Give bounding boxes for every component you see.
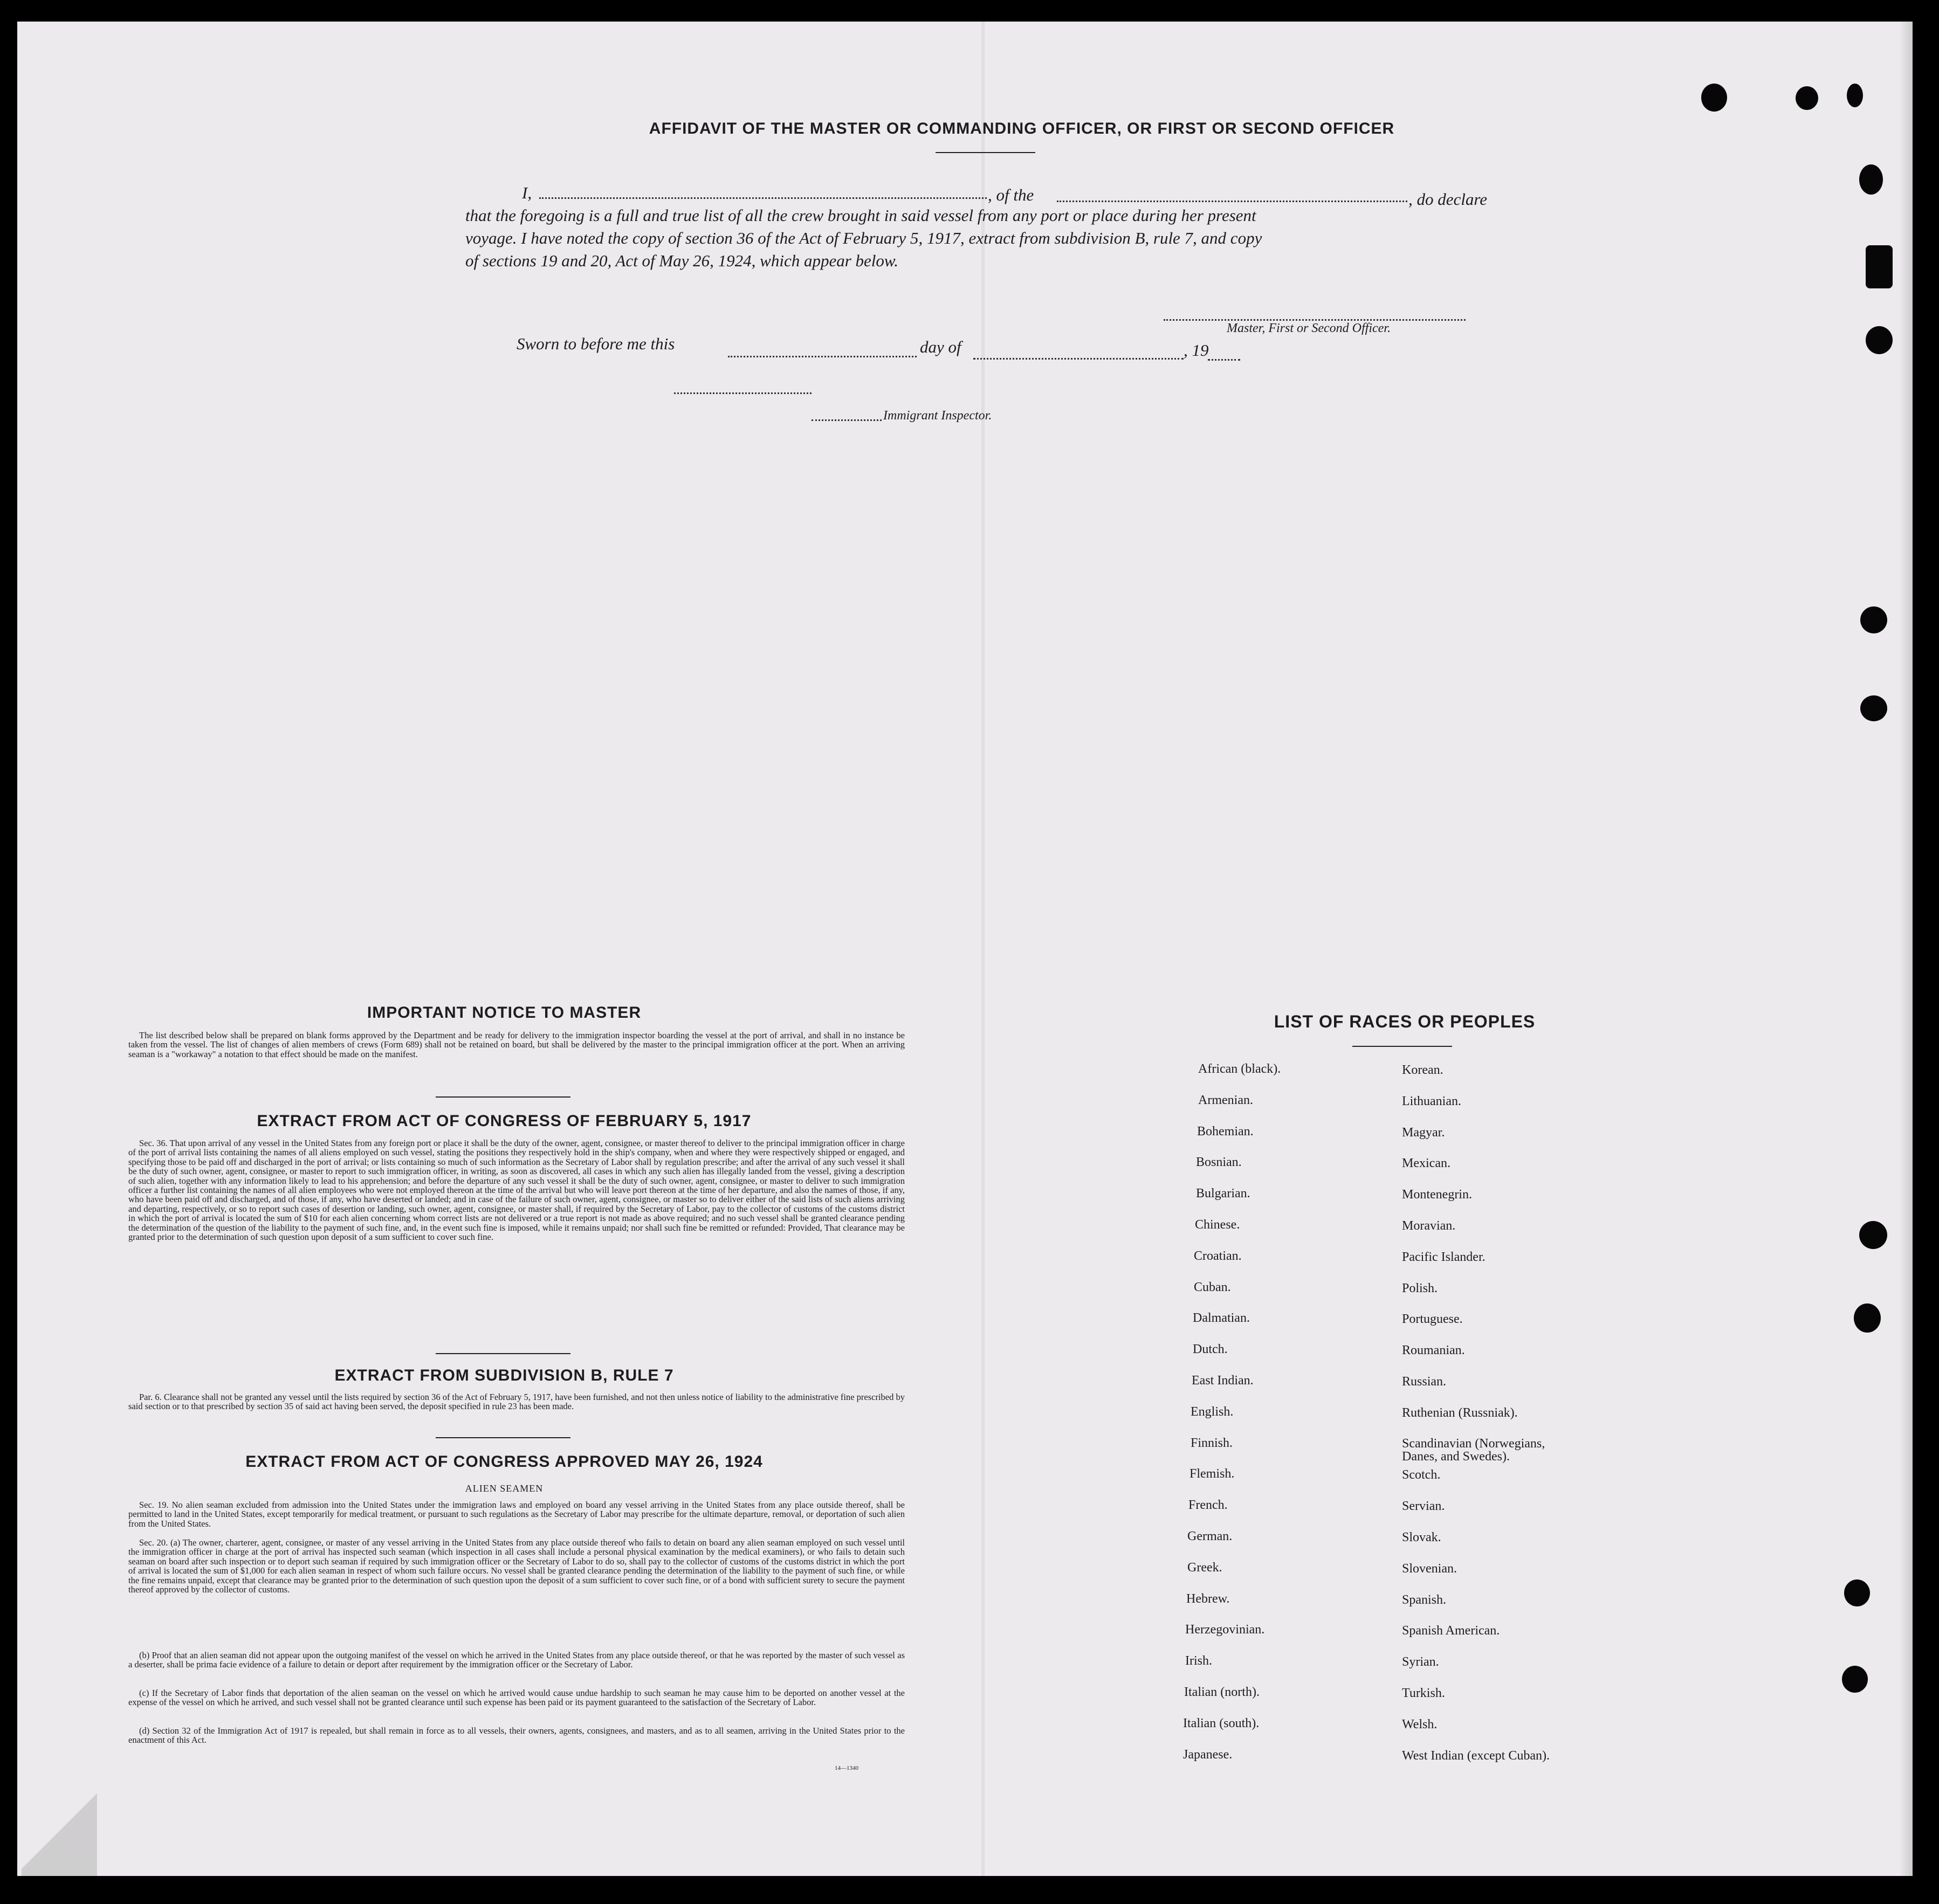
extract-1924-sec20d: (d) Section 32 of the Immigration Act of 1917 is repealed, but shall remain in force as to all vessels, their owners, agents, consignees, and masters, and as to all seamen, arriving in the United States prior to the enactment of this Act. (128, 1726, 905, 1746)
master-signature-label: Master, First or Second Officer. (1227, 321, 1391, 335)
page-edge-shadow (1899, 22, 1917, 1876)
race-item: Dutch. (1193, 1342, 1228, 1357)
binder-hole (1796, 86, 1818, 110)
race-item: Italian (south). (1183, 1716, 1260, 1730)
affidavit-line-3: of sections 19 and 20, Act of May 26, 1924, which appear below. (465, 251, 899, 270)
page-fold (981, 22, 985, 1876)
binder-hole (1847, 84, 1863, 107)
binder-hole (1866, 326, 1893, 354)
race-item: Turkish. (1402, 1686, 1445, 1700)
extract-rule7-title: EXTRACT FROM SUBDIVISION B, RULE 7 (334, 1367, 674, 1384)
extract-1917-body: Sec. 36. That upon arrival of any vessel in the United States from any foreign port or place it shall be the duty of the owner, agent, consignee, or master thereof to deliver to the principal immigration officer in charge of the port of arrival lists containing the names of all aliens employed on such vessel, stating the positions they respectively hold in the ship's company, when and where they were respectively shipped or engaged, and specifying those to be paid off and discharged in the port of arrival; or lists containing so much of such information as the Secretary of Labor shall by regulation prescribe; and after the arrival of any such vessel it shall be the duty of such owner, agent, consignee, or master to report to such immigration officer, in writing, as soon as discovered, all cases in which any such alien has illegally landed from the vessel, giving a description of such alien, together with any information likely to lead to his apprehension; and before the departure of any such vessel it shall be the duty of such owner, agent, consignee, or master to deliver to such immigration officer a further list containing the names of all alien employees who were not employed thereon at the time of the arrival but who will leave port thereon at the time of her departure, and also the names of those, if any, who have been paid off and discharged, and of those, if any, who have deserted or landed; and in case of the failure of such owner, agent, consignee, or master so to deliver either of the said lists of such aliens arriving and departing, respectively, or so to report such cases of desertion or landing, such owner, agent, consignee, or master shall, if required by the Secretary of Labor, pay to the collector of customs of the customs district in which the port of arrival is located the sum of $10 for each alien concerning whom correct lists are not delivered or a true report is not made as above required; and no such vessel shall be granted clearance pending the determination of the question of the liability to the payment of such fine, and, in the event such fine is imposed, while it remains unpaid; nor shall such fine be remitted or refunded: Provided, That clearance may be granted prior to the determination of such question upon deposit of a sum sufficient to cover such fine. (128, 1138, 905, 1243)
extract-1924-title: EXTRACT FROM ACT OF CONGRESS APPROVED MAY 26, 1924 (245, 1453, 763, 1471)
sworn-label: Sworn to before me this (517, 334, 675, 353)
race-item: Slovak. (1402, 1530, 1441, 1544)
race-item: Korean. (1402, 1063, 1443, 1077)
race-item: Greek. (1187, 1560, 1222, 1575)
race-item: Polish. (1402, 1281, 1438, 1295)
race-item: African (black). (1198, 1062, 1281, 1076)
binder-hole (1859, 1221, 1887, 1249)
year-label: , 19 (1184, 341, 1209, 360)
race-item: Herzegovinian. (1185, 1623, 1265, 1637)
binder-hole (1844, 1579, 1870, 1606)
race-item: Montenegrin. (1402, 1188, 1472, 1202)
binder-hole (1854, 1303, 1881, 1333)
race-item: Ruthenian (Russniak). (1402, 1405, 1518, 1420)
extract-1924-subtitle: ALIEN SEAMEN (465, 1483, 544, 1494)
extract-1924-sec19: Sec. 19. No alien seaman excluded from admission into the United States under the immigration laws and employed on board any vessel arriving in the United States from any place outside thereof, shall be permitted to land in the United States, except temporarily for medical treatment, or pursuant to such regulations as the Secretary of Labor may prescribe for the ultimate departure, removal, or deportation of such alien from the United States. (128, 1500, 905, 1529)
race-item: Bulgarian. (1196, 1186, 1250, 1201)
notice-body: The list described below shall be prepared on blank forms approved by the Department and be ready for delivery to the immigration inspector boarding the vessel at the port of arrival, and shall in no instance be taken from the vessel. The list of changes of alien members of crews (Form 689) shall not be retained on board, but shall be delivered by the master to the principal immigration officer at the port. When an arriving seaman is a "workaway" a notation to that effect should be made on the manifest. (128, 1030, 905, 1059)
race-item: Finnish. (1191, 1436, 1233, 1450)
sworn-year-field[interactable] (1208, 359, 1240, 361)
race-item: Dalmatian. (1193, 1311, 1250, 1326)
binder-hole (1701, 84, 1727, 112)
notice-title: IMPORTANT NOTICE TO MASTER (367, 1004, 642, 1022)
race-item: Scandinavian (Norwegians, Danes, and Swedes). (1402, 1436, 1545, 1464)
section-rule (436, 1437, 570, 1438)
section-rule (436, 1353, 570, 1354)
race-item: Cuban. (1194, 1280, 1231, 1294)
race-item: Servian. (1402, 1499, 1445, 1514)
races-title-rule (1352, 1046, 1452, 1047)
race-item: Slovenian. (1402, 1561, 1457, 1576)
race-item: Irish. (1185, 1654, 1212, 1668)
form-sheet (17, 22, 1913, 1876)
sworn-day-field[interactable] (728, 356, 917, 357)
race-item: Bohemian. (1197, 1124, 1254, 1139)
race-item: Scotch. (1402, 1468, 1441, 1482)
binder-hole (1842, 1666, 1868, 1693)
race-item: Hebrew. (1186, 1591, 1230, 1606)
race-item: Armenian. (1198, 1093, 1253, 1107)
sworn-month-field[interactable] (973, 358, 1184, 360)
race-item: West Indian (except Cuban). (1402, 1748, 1550, 1763)
race-item: English. (1191, 1404, 1234, 1419)
race-item: Japanese. (1183, 1747, 1233, 1762)
vessel-field[interactable] (1057, 201, 1407, 202)
race-item: Russian. (1402, 1374, 1447, 1389)
form-number: 14—1340 (835, 1765, 858, 1771)
section-rule (436, 1096, 570, 1098)
race-item: Magyar. (1402, 1125, 1445, 1140)
race-item: German. (1187, 1529, 1233, 1543)
extract-1924-sec20b: (b) Proof that an alien seaman did not appear upon the outgoing manifest of the vessel on which he arrived in the United States from any place outside thereof, or that he was reported by the master of such vessel as a deserter, shall be prima facie evidence of a failure to detain or deport after requirement by the immigration officer or the Secretary of Labor. (128, 1650, 905, 1670)
race-item: Bosnian. (1196, 1155, 1242, 1170)
race-item: Mexican. (1402, 1156, 1450, 1171)
races-title: LIST OF RACES OR PEOPLES (1274, 1012, 1536, 1031)
extract-1917-title: EXTRACT FROM ACT OF CONGRESS OF FEBRUARY 5, 1917 (257, 1112, 752, 1130)
day-of-label: day of (920, 337, 961, 356)
binder-hole (1860, 695, 1887, 721)
title-rule (936, 152, 1035, 153)
race-item: Portuguese. (1402, 1312, 1463, 1327)
affidavit-title: AFFIDAVIT OF THE MASTER OR COMMANDING OFFICER, OR FIRST OR SECOND OFFICER (649, 120, 1395, 137)
name-field[interactable] (539, 197, 987, 199)
binder-hole (1859, 164, 1883, 195)
race-item: Lithuanian. (1402, 1094, 1461, 1108)
extract-rule7-body: Par. 6. Clearance shall not be granted any vessel until the lists required by section 36 of the Act of February 5, 1917, have been furnished, and not then unless notice of liability to the administrative fine prescribed by said section or to that prescribed by section 35 of said act having been served, the deposit specified in rule 23 has been made. (128, 1392, 905, 1412)
races-left-column (1183, 1062, 1281, 1778)
race-item: French. (1188, 1498, 1228, 1513)
race-item: Spanish. (1402, 1592, 1447, 1607)
i-label: I, (522, 183, 532, 202)
binder-hole (1860, 606, 1887, 633)
inspector-signature-field[interactable] (674, 392, 812, 394)
race-item: Italian (north). (1184, 1685, 1260, 1699)
extract-1924-sec20c: (c) If the Secretary of Labor finds that deportation of the alien seaman on the vessel on which he arrived would cause undue hardship to such seaman he may cause him to be deported on another vessel at the expense of the vessel on which he arrived, and such vessel shall not be granted clearance until such expense has been paid or its payment guaranteed to the satisfaction of the Secretary of Labor. (128, 1688, 905, 1708)
affidavit-line-1: that the foregoing is a full and true list of all the crew brought in said vessel from any port or place during her present (465, 206, 1256, 225)
of-the-label: , of the (988, 185, 1034, 204)
race-item: Welsh. (1402, 1717, 1438, 1731)
extract-1924-sec20a: Sec. 20. (a) The owner, charterer, agent, consignee, or master of any vessel arriving in the United States from any place outside thereof who fails to detain on board any alien seaman employed on such vessel until the immigration officer in charge at the port of arrival has inspected such seaman (which inspection in all cases shall include a personal physical examination by the medical examiners), or who fails to detain such seaman on board after such inspection or to deport such seaman if required by such immigration officer or the Secretary of Labor to do so, shall pay to the collector of customs of the customs district in which the port of arrival is located the sum of $1,000 for each alien seaman in respect of whom such failure occurs. No vessel shall be granted clearance pending the determination of the liability to the payment of such fine, or while the fine remains unpaid, except that clearance may be granted prior to the determination of such question upon the deposit of a sum sufficient to cover such fine, or of a bond with sufficient surety to secure the payment thereof approved by the collector of customs. (128, 1537, 905, 1595)
race-item: Pacific Islander. (1402, 1250, 1486, 1264)
master-signature-field[interactable] (1164, 319, 1466, 321)
inspector-label: Immigrant Inspector. (883, 409, 992, 423)
binder-hole (1866, 245, 1893, 288)
race-item: Moravian. (1402, 1218, 1456, 1233)
do-declare-label: , do declare (1408, 190, 1488, 209)
race-item: Syrian. (1402, 1655, 1439, 1670)
race-item: Croatian. (1194, 1248, 1242, 1263)
corner-damage (22, 1784, 97, 1876)
race-item: Chinese. (1195, 1217, 1240, 1232)
race-item: Roumanian. (1402, 1343, 1465, 1358)
race-item: Flemish. (1189, 1467, 1235, 1481)
race-item: Spanish American. (1402, 1624, 1500, 1638)
race-item: East Indian. (1192, 1373, 1254, 1388)
affidavit-line-2: voyage. I have noted the copy of section 36 of the Act of February 5, 1917, extract from subdivision B, rule 7, and copy (465, 229, 1262, 247)
races-right-column (1402, 1063, 1550, 1779)
inspector-signature-field-2[interactable] (812, 419, 882, 421)
